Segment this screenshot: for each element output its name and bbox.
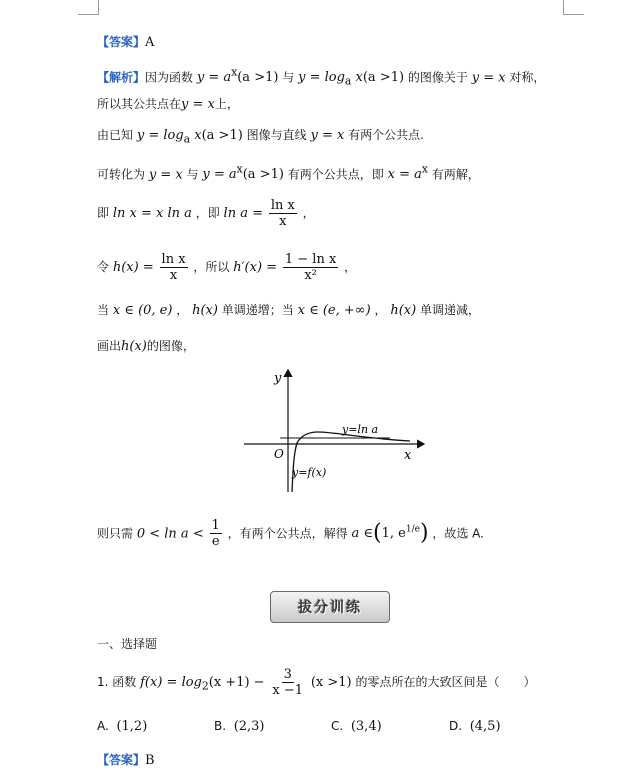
analysis-line-4 [97, 162, 480, 183]
answer-value: A [145, 35, 155, 50]
option-d[interactable]: D. (4,5) [449, 719, 501, 734]
fraction: $\frac{1}{e}$ [211, 518, 220, 550]
text: 的零点所在的大致区间是（ ） [355, 675, 536, 689]
y-axis-label: y [274, 371, 282, 386]
function-graph [240, 364, 430, 494]
math-expr: x ∈ (e, +∞) [297, 303, 371, 318]
answer-line-2 [97, 752, 155, 769]
line-label: y=ln a [342, 423, 379, 436]
analysis-line-5 [97, 196, 315, 231]
answer-tag: 【答案】 [97, 753, 146, 767]
fraction: $\frac{3}{x -1}$ [272, 667, 304, 698]
text: 单调递增；当 [221, 303, 294, 317]
text: ， [302, 206, 315, 220]
answer-tag: 【答案】 [97, 35, 146, 49]
analysis-line-6 [97, 250, 356, 285]
text: 与 [186, 167, 199, 182]
question-number: 1. [97, 675, 109, 689]
question-1 [97, 664, 535, 705]
math-expr: $f(x) = \log_2(x +1)$ − [140, 675, 265, 693]
section-title: 一、选择题 [97, 637, 158, 651]
text: 图像与直线 [246, 128, 307, 142]
math-expr: $x = a^x$ [387, 163, 428, 183]
answer-line [97, 34, 154, 51]
text: 即 [97, 206, 110, 220]
text: 令 [97, 260, 110, 274]
text: 由已知 [97, 128, 134, 142]
text: 所以其公共点在 [97, 97, 182, 111]
math-expr: x ∈ (0, e) [112, 303, 173, 318]
analysis-line-9 [97, 512, 484, 552]
text: 的图像， [146, 339, 195, 353]
math-expr: h(x) [192, 303, 218, 318]
math-expr: 0 < ln a < [136, 526, 204, 542]
option-b[interactable]: B. (2,3) [214, 719, 265, 734]
analysis-line-3 [97, 127, 424, 148]
text: 函数 [112, 675, 137, 689]
option-a[interactable]: A. (1,2) [97, 719, 148, 734]
text: 单调递减， [420, 303, 481, 317]
text: 有两解， [431, 167, 480, 182]
math-expr: ln x = x ln a [112, 206, 192, 221]
math-expr: $y = a^x(a >1)$ [196, 66, 279, 86]
math-expr: ln a = [223, 206, 263, 221]
math-expr: h(x) [390, 303, 417, 318]
math-expr: y = x [310, 128, 345, 143]
text: ，故选 A. [432, 526, 484, 541]
math-expr: $y = a^x(a >1)$ [202, 163, 284, 183]
text: ，即 [195, 206, 220, 220]
analysis-line-2 [97, 96, 239, 113]
fraction: $\frac{\text{ln x}}{x}$ [161, 252, 186, 283]
math-expr: y = x [181, 97, 215, 112]
math-expr: h(x) [121, 339, 147, 354]
text: 可转化为 [97, 167, 146, 182]
text: 上， [214, 97, 239, 111]
answer-value: B [145, 753, 155, 768]
text: 画出 [97, 339, 122, 353]
analysis-line-1 [97, 65, 545, 90]
analysis-line-8 [97, 338, 195, 355]
analysis-tag: 【解析】 [97, 70, 146, 85]
text: 有两个公共点，即 [287, 167, 384, 182]
crop-mark-left [78, 0, 99, 15]
text: 因为函数 [145, 70, 194, 85]
text: 的图像关于 [407, 70, 468, 85]
text: 与 [282, 70, 295, 85]
text: 当 [97, 303, 110, 317]
practice-banner: 拔分训练 [270, 591, 390, 623]
text: 则只需 [97, 526, 134, 541]
math-expr: (x >1) [310, 675, 352, 690]
fraction: $\frac{\text{ln x}}{x}$ [270, 198, 295, 229]
math-expr: h(x) = [112, 260, 154, 275]
curve-h-x [292, 432, 410, 492]
text: ，所以 [193, 260, 230, 274]
text: ， [176, 303, 189, 317]
text: ， [374, 303, 387, 317]
text: ，有两个公共点，解得 [227, 526, 348, 541]
math-expr: y = x [148, 167, 183, 183]
math-expr: a ∈(1, $e^{1/e}$) [351, 520, 429, 546]
x-axis-label: x [404, 448, 412, 463]
curve-label: y=f(x) [292, 466, 327, 479]
math-expr: $y = \log_a x(a >1)$ [298, 70, 405, 88]
text: 有两个公共点. [348, 128, 424, 142]
math-expr: y = x [471, 70, 506, 86]
text: 对称， [509, 70, 546, 85]
text: ， [344, 260, 357, 274]
crop-mark-right [563, 0, 584, 15]
origin-label: O [274, 447, 284, 461]
math-expr: $y = \log_a x(a >1)$ [136, 128, 243, 146]
math-expr: h′(x) = [233, 260, 278, 275]
analysis-line-7 [97, 302, 480, 319]
option-c[interactable]: C. (3,4) [331, 719, 382, 734]
fraction: $\frac{\text{1 − ln x}}{\text{x²}}$ [284, 252, 337, 283]
